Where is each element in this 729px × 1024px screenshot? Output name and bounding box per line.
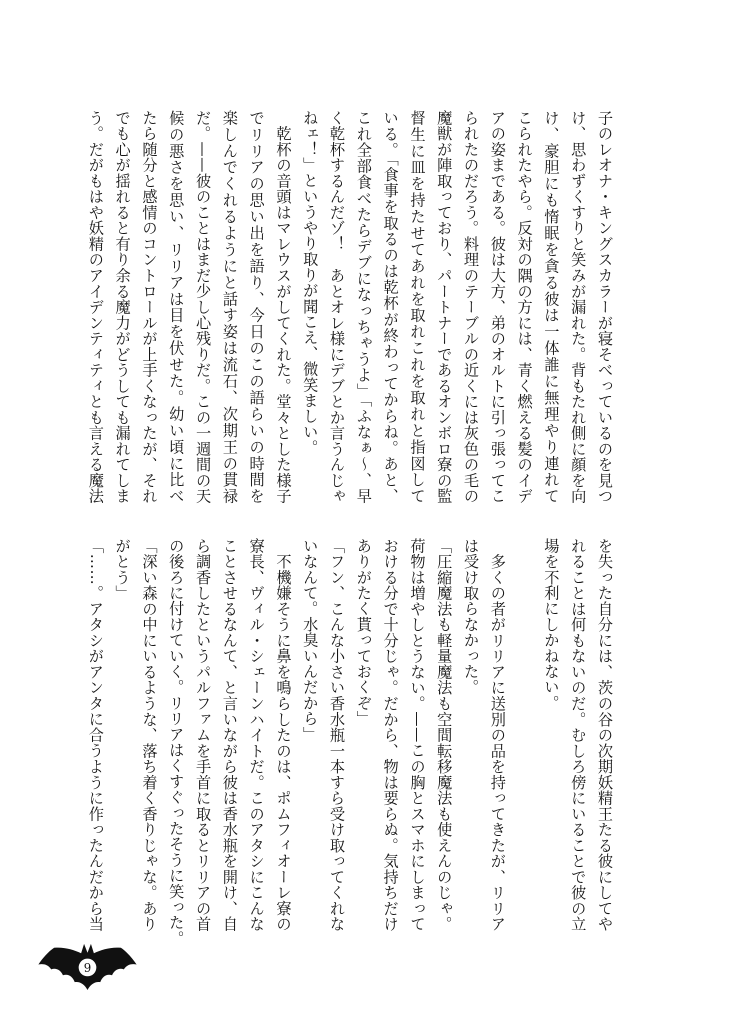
text-column: 子のレオナ・キングスカラーが寝そべっているのを見つ: [596, 110, 614, 504]
text-column: 多くの者がリリアに送別の品を持ってきたが、リリア: [488, 538, 507, 932]
text-column: いる。「食事を取るのは乾杯が終わってからね。あと、: [381, 110, 400, 504]
text-column: 魔獣が陣取っており、パートナーであるオンボロ寮の監: [435, 110, 454, 504]
text-column: アの姿まである。彼は大方、弟のオルトに引っ張ってこ: [488, 110, 507, 504]
text-column: でも心が揺れると有り余る魔力がどうしても漏れてしま: [113, 110, 132, 504]
text-column: 「……。アタシがアンタに合うように作ったんだから当: [86, 538, 105, 932]
text-column: け、豪胆にも惰眠を貪る彼は一体誰に無理やり連れて: [542, 110, 561, 504]
text-column: の後ろに付けていく。リリアはくすぐったそうに笑った。: [167, 538, 186, 947]
page-number: 9: [83, 960, 92, 975]
text-column: れることは何もないのだ。むしろ傍にいることで彼の立: [569, 538, 588, 932]
text-column: がとう」: [113, 538, 132, 601]
text-column: ありがたく貰っておくぞ」: [354, 538, 373, 727]
text-column: 「圧縮魔法も軽量魔法も空間転移魔法も使えんのじゃ。: [435, 538, 454, 932]
text-column: ねェ！」というやり取りが聞こえ、微笑ましい。: [301, 110, 320, 456]
text-column: 場を不利にしかねない。: [542, 538, 561, 711]
text-column: 「深い森の中にいるような、落ち着く香りじゃな。あり: [140, 538, 159, 932]
text-column: 候の悪さを思い、リリアは目を伏せた。幼い頃に比べ: [167, 110, 186, 504]
text-column: ら調香したというパルファムを手首に取るとリリアの首: [194, 538, 213, 932]
text-column: ことさせるなんて、と言いながら彼は香水瓶を開け、自: [220, 538, 239, 932]
text-block-lower: [82, 538, 618, 947]
text-column: 楽しんでくれるようにと話す姿は流石、次期王の貫禄: [220, 110, 239, 504]
text-column: 寮長、ヴィル・シェーンハイトだ。このアタシにこんな: [247, 538, 266, 932]
text-block-upper: [82, 110, 618, 504]
text-column: られたのだろう。料理のテーブルの近くには灰色の毛の: [462, 110, 481, 504]
text-column: を失った自分には、茨の谷の次期妖精王たる彼にしてや: [596, 538, 614, 932]
text-column: おける分で十分じゃ。だから、物は要らぬ。気持ちだけ: [381, 538, 400, 932]
text-column: これ全部食べたらデブになっちゃうよ」「ふなぁ〜、早: [354, 110, 373, 504]
text-column: 乾杯の音頭はマレウスがしてくれた。堂々とした様子: [274, 110, 293, 504]
text-column: は受け取らなかった。: [462, 538, 481, 695]
text-column: だ。——彼のことはまだ少し心残りだ。この一週間の天: [194, 110, 213, 504]
bat-icon: [38, 937, 137, 992]
text-column: け、思わずくすりと笑みが漏れた。背もたれ側に顔を向: [569, 110, 588, 504]
text-column: 「フン、こんな小さい香水瓶一本すら受け取ってくれな: [328, 538, 347, 932]
text-column: く乾杯するんだゾ！ あとオレ様にデブとか言うんじゃ: [328, 110, 347, 504]
text-column: 督生に皿を持たせてあれを取れこれを取れと指図して: [408, 110, 427, 504]
text-column: いなんて。水臭いんだから」: [301, 538, 320, 743]
text-column: たら随分と感情のコントロールが上手くなったが、それ: [140, 110, 159, 504]
text-column: こられたやら。反対の隅の方には、青く燃える髪のイデ: [515, 110, 534, 504]
scene-break: [511, 538, 538, 932]
text-column: 荷物は増やしとうない。——この胸とスマホにしまって: [408, 538, 427, 932]
text-column: う。だがもはや妖精のアイデンティティとも言える魔法: [86, 110, 105, 504]
text-column: 不機嫌そうに鼻を鳴らしたのは、ポムフィオーレ寮の: [274, 538, 293, 932]
text-column: でリリアの思い出を語り、今日のこの語らいの時間を: [247, 110, 266, 504]
